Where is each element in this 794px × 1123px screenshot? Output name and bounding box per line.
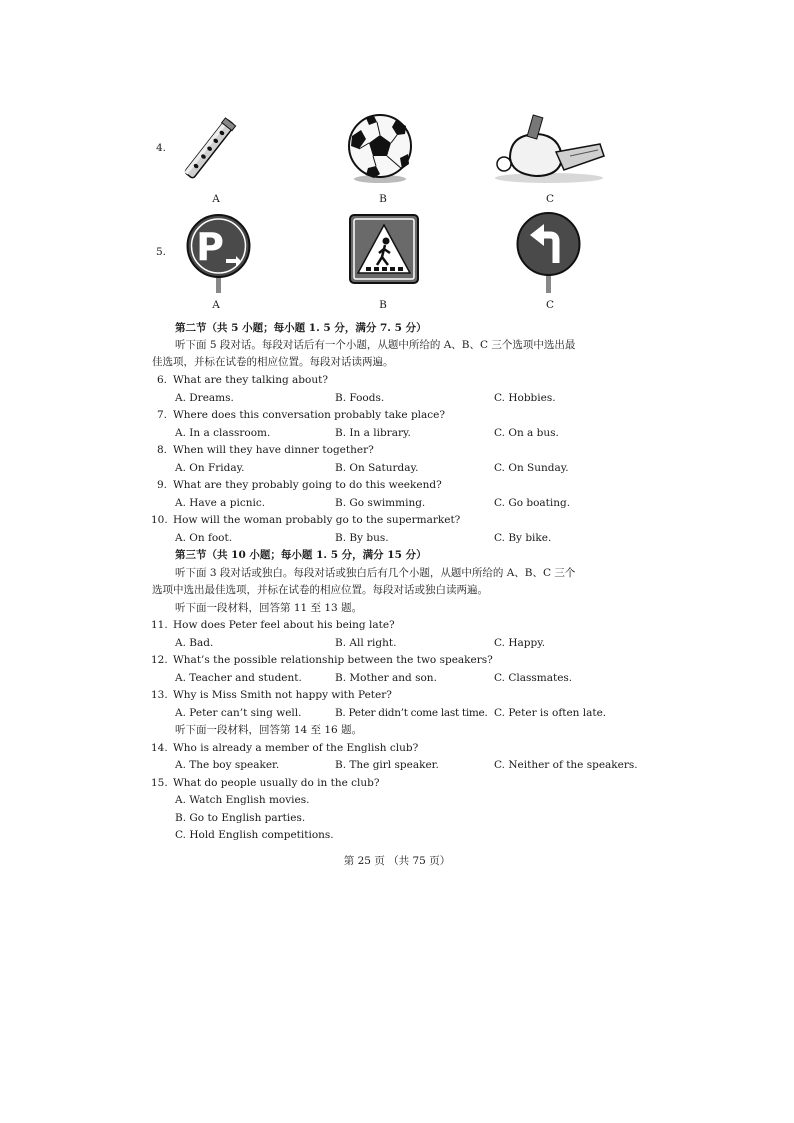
option-c[interactable]: C. Go boating. (494, 497, 571, 509)
question-text: What’s the possible relationship between the two speakers? (173, 654, 493, 666)
option-a[interactable]: A. On foot. (175, 532, 233, 544)
option-c[interactable]: C. Happy. (494, 637, 546, 649)
question-text: What are they talking about? (173, 374, 328, 386)
q5-label-a: A (212, 299, 220, 311)
option-c[interactable]: C. By bike. (494, 532, 552, 544)
option-b[interactable]: B. By bus. (335, 532, 389, 544)
question-4-number: 4. (156, 142, 167, 154)
question-text: Who is already a member of the English club? (173, 742, 419, 754)
option-c[interactable]: C. Peter is often late. (494, 707, 607, 719)
option-a[interactable]: A. In a classroom. (175, 427, 271, 439)
section2-instruction-cont: 佳选项，并标在试卷的相应位置。每段对话读两遍。 (152, 356, 394, 368)
section2-instruction: 听下面 5 段对话。每段对话后有一个小题，从题中所给的 A、B、C 三个选项中选出最 (175, 339, 576, 351)
option-c[interactable]: C. Neither of the speakers. (494, 759, 638, 771)
question-number: 12. (151, 654, 168, 666)
option-c[interactable]: C. Classmates. (494, 672, 573, 684)
question-number: 7. (157, 409, 168, 421)
passage1-intro: 听下面一段材料，回答第 11 至 13 题。 (175, 602, 363, 614)
option-c[interactable]: C. Hold English competitions. (175, 829, 334, 841)
passage2-intro: 听下面一段材料，回答第 14 至 16 题。 (175, 724, 363, 736)
question-number: 15. (151, 777, 168, 789)
option-b[interactable]: B. All right. (335, 637, 397, 649)
flute-icon (178, 112, 242, 186)
q4-label-b: B (379, 193, 387, 205)
question-number: 13. (151, 689, 168, 701)
question-number: 6. (157, 374, 168, 386)
option-b[interactable]: B. On Saturday. (335, 462, 419, 474)
option-a[interactable]: A. Watch English movies. (175, 794, 310, 806)
parking-sign-icon (186, 213, 252, 293)
section3-heading: 第三节（共 10 小题；每小题 1. 5 分，满分 15 分） (175, 549, 427, 561)
section3-instruction-cont: 选项中选出最佳选项，并标在试卷的相应位置。每段对话或独白读两遍。 (152, 584, 488, 596)
option-c[interactable]: C. Hobbies. (494, 392, 556, 404)
question-text: Why is Miss Smith not happy with Peter? (173, 689, 392, 701)
option-a[interactable]: A. Dreams. (175, 392, 234, 404)
option-b[interactable]: B. The girl speaker. (335, 759, 439, 771)
option-b[interactable]: B. Foods. (335, 392, 385, 404)
option-c[interactable]: C. On a bus. (494, 427, 559, 439)
question-text: What do people usually do in the club? (173, 777, 380, 789)
question-number: 11. (151, 619, 168, 631)
option-a[interactable]: A. The boy speaker. (175, 759, 280, 771)
question-text: What are they probably going to do this weekend? (173, 479, 442, 491)
q4-label-a: A (212, 193, 220, 205)
crosswalk-sign-icon (348, 213, 420, 285)
question-text: Where does this conversation probably take place? (173, 409, 446, 421)
option-b[interactable]: B. Peter didn’t come last time. (335, 707, 488, 719)
q5-label-c: C (545, 299, 555, 311)
option-b[interactable]: B. Go to English parties. (175, 812, 306, 824)
question-number: 10. (151, 514, 168, 526)
turn-left-sign-icon (514, 211, 584, 293)
soccer-ball-icon (344, 112, 416, 184)
option-b[interactable]: B. In a library. (335, 427, 411, 439)
svg-text:P: P (196, 225, 224, 269)
q4-label-c: C (545, 193, 555, 205)
option-b[interactable]: B. Mother and son. (335, 672, 437, 684)
option-a[interactable]: A. Peter can’t sing well. (175, 707, 302, 719)
section2-heading: 第二节（共 5 小题；每小题 1. 5 分，满分 7. 5 分） (175, 322, 427, 334)
question-5-number: 5. (156, 246, 167, 258)
question-text: When will they have dinner together? (173, 444, 374, 456)
option-b[interactable]: B. Go swimming. (335, 497, 426, 509)
page-number: 第 25 页 （共 75 页） (343, 855, 451, 867)
section3-instruction: 听下面 3 段对话或独白。每段对话或独白后有几个小题，从题中所给的 A、B、C 三个 (175, 567, 576, 579)
question-text: How will the woman probably go to the supermarket? (173, 514, 461, 526)
question-number: 8. (157, 444, 168, 456)
option-c[interactable]: C. On Sunday. (494, 462, 569, 474)
question-number: 9. (157, 479, 168, 491)
question-number: 14. (151, 742, 168, 754)
option-a[interactable]: A. Bad. (175, 637, 214, 649)
ping-pong-paddle-icon (490, 112, 608, 186)
option-a[interactable]: A. Teacher and student. (175, 672, 302, 684)
option-a[interactable]: A. Have a picnic. (175, 497, 266, 509)
q5-label-b: B (379, 299, 387, 311)
option-a[interactable]: A. On Friday. (175, 462, 245, 474)
question-text: How does Peter feel about his being late? (173, 619, 395, 631)
